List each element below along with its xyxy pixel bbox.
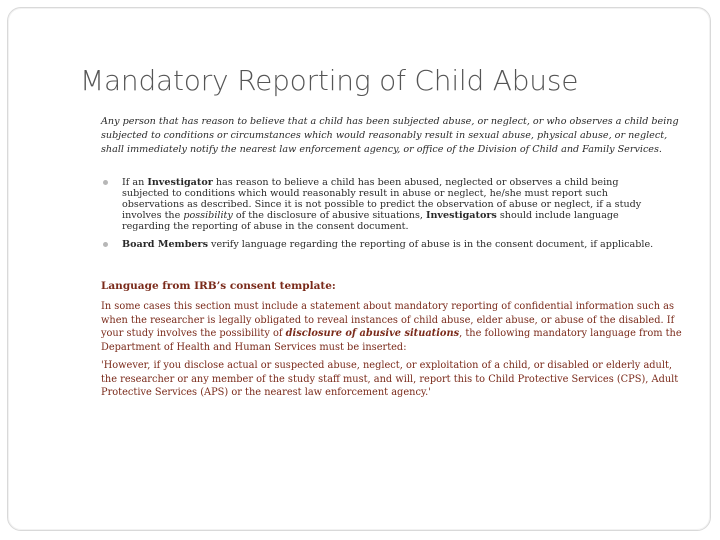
bullet-dot-icon [103, 180, 108, 185]
bullet-dot-icon [103, 242, 108, 247]
bullet-item-investigator: If an Investigator has reason to believe a child has been abused, neglected or observes a child being subjected to conditions which would reasonably result in abuse or neglect, he/she must report such observations as described. Since it is not possible to predict the observation of abuse or neglect, if a study involves the possibility of the disclosure of abusive situations, Investigators should include language regarding the reporting of abuse in the consent document. [103, 177, 663, 232]
term-possibility: possibility [183, 210, 233, 221]
disclosure-emphasis: disclosure of abusive situations [285, 328, 460, 339]
bullet-item-board-members: Board Members verify language regarding the reporting of abuse is in the consent document, if applicable. [103, 239, 663, 250]
consent-paragraph-1: In some cases this section must include a statement about mandatory reporting of confidential information such as when the researcher is legally obligated to reveal instances of child abuse, elder abuse, or abuse of the disabled. If your study involves the possibility of disclosure of abusive situations, the following mandatory language from the Department of Health and Human Services must be inserted: [101, 301, 682, 353]
term-investigators: Investigators [425, 210, 497, 221]
consent-paragraph-2: 'However, if you disclose actual or suspected abuse, neglect, or exploitation of a child, or disabled or elderly adult, the researcher or any member of the study staff must, and will, report this to Child Protective Services (CPS), Adult Protective Services (APS) or the nearest law enforcement agency.' [101, 360, 679, 398]
bullet-list [103, 177, 663, 257]
slide-title: Mandatory Reporting of Child Abuse [80, 64, 579, 97]
intro-paragraph: Any person that has reason to believe that a child has been subjected abuse, or neglect, or who observes a child being subjected to conditions or circumstances which would reasonably result in sexual abuse, physical abuse, or neglect, shall immediately notify the nearest law enforcement agency, or office of the Division of Child and Family Services. [101, 116, 679, 155]
term-investigator: Investigator [147, 177, 213, 188]
term-board-members: Board Members [122, 239, 208, 250]
consent-template-heading: Language from IRB’s consent template: [101, 280, 336, 292]
